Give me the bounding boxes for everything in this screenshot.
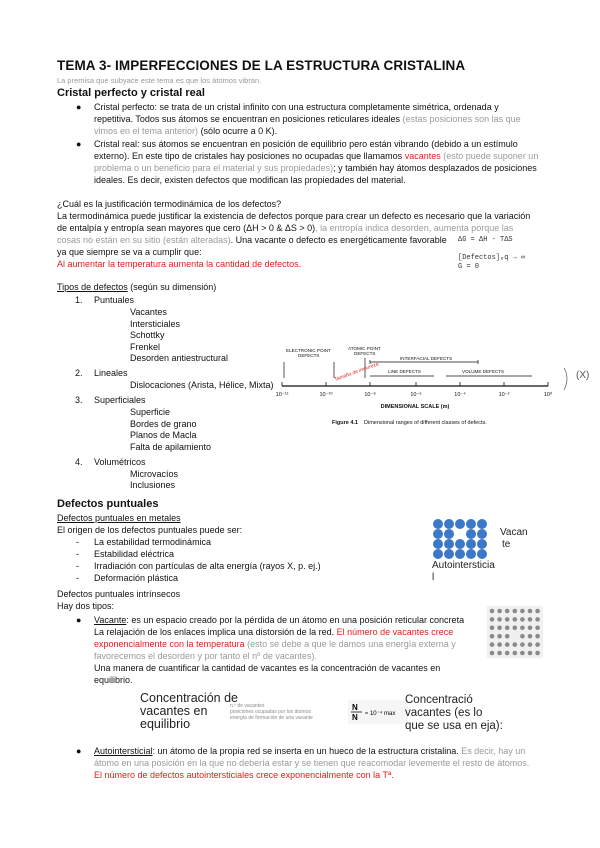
handwritten-note: Tamaño de impureza: [333, 361, 380, 383]
equation-concentration-label: [140, 692, 238, 731]
legend-line: posiciones ocupadas por los átomos: [230, 709, 311, 715]
axis-title: DIMENSIONAL SCALE (m): [380, 404, 450, 410]
defect-scale-figure: [270, 338, 600, 430]
red-statement: Al aumentar la temperatura aumenta la cantidad de defectos.: [57, 259, 302, 269]
lattice-atom: [520, 609, 525, 614]
subheading-metales: Defectos puntuales en metales: [57, 513, 181, 523]
origin-item: La estabilidad termodinámica: [94, 537, 212, 547]
text-line: problema o un beneficio para el material y sus propiedades); y también hay átomos desplazados de posiciones: [94, 163, 537, 173]
lattice-atom: [528, 609, 533, 614]
lattice-background: [487, 606, 543, 658]
label-line: Vacan: [500, 527, 528, 538]
lattice-atom: [490, 626, 495, 631]
type-name: Superficiales: [94, 395, 146, 405]
lattice-atom: [490, 642, 495, 647]
bullet: ●: [76, 746, 82, 756]
origin-item: Deformación plástica: [94, 573, 179, 583]
type-item: Microvacíos: [130, 468, 179, 479]
text-line: átomo en una posición en la que no debería estar y se tienen que reacomodar levemente el resto de átomos.: [94, 758, 530, 768]
text-line: Una manera de cuantificar la cantidad de vacantes es la concentración de vacantes en: [94, 663, 441, 673]
fraction-den: N: [352, 713, 358, 722]
lattice-atom: [444, 519, 454, 529]
handwritten-equations: [458, 236, 525, 272]
text-line: favorecemos el desorden y por tanto el nº de vacantes).: [94, 651, 317, 661]
type-item: Planos de Macla: [130, 430, 197, 440]
type-item: Bordes de grano: [130, 418, 197, 429]
lattice-atom: [505, 634, 510, 639]
subheading-intrinsecos: Defectos puntuales intrínsecos: [57, 589, 181, 599]
lattice-atom: [513, 626, 518, 631]
pencil-curve: [564, 368, 567, 390]
type-name: Puntuales: [94, 295, 135, 305]
origin-item: Irradiación con partículas de alta energía (rayos X, p. ej.): [94, 561, 321, 571]
figure-label-autointersticial: [432, 560, 495, 584]
bullet: ●: [76, 615, 82, 625]
text-line: exponencialmente con la temperatura (esto se debe a que le damos una energía externa y: [94, 639, 456, 649]
lattice-atom: [505, 626, 510, 631]
label-line: vacantes (es lo: [405, 707, 483, 719]
label-electronic: ELECTRONIC POINT: [286, 348, 331, 353]
lattice-atom: [466, 529, 476, 539]
type-item: Desorden antiestructural: [130, 353, 229, 363]
label-volume: VOLUME DEFECTS: [462, 369, 505, 374]
label-line: Concentració: [405, 694, 473, 706]
lattice-atom: [477, 549, 487, 559]
fraction-image: [348, 700, 408, 724]
lattice-atom: [477, 539, 487, 549]
type-number: 3.: [75, 395, 83, 405]
text-line: equilibrio.: [94, 675, 133, 685]
equation-legend: [230, 703, 313, 721]
vacancy-lattice-picture: [487, 606, 543, 658]
text-line: ideales. Es decir, existen defectos que modifican las propiedades del material.: [94, 175, 406, 185]
tick-label: 10⁻¹⁰: [319, 392, 333, 398]
type-number: 1.: [75, 295, 83, 305]
type-item: Vacantes: [130, 307, 167, 317]
lattice-atom: [520, 626, 525, 631]
figure-label-vacante: [500, 527, 528, 551]
lattice-atom: [444, 549, 454, 559]
lattice-atom: [497, 626, 502, 631]
label-line: equilibrio: [140, 717, 191, 731]
legend-line: energía de formación de una vacante: [230, 715, 313, 721]
lattice-atom: [528, 626, 533, 631]
side-note: (X): [576, 370, 590, 381]
lattice-atom: [433, 539, 443, 549]
lattice-atom: [433, 529, 443, 539]
caption-label: Figure 4.1: [332, 420, 358, 426]
lattice-atom: [505, 609, 510, 614]
text-line: Vacante: es un espacio creado por la pérdida de un átomo en una posición reticular concreta: [94, 615, 465, 625]
tick-label: 10⁻¹²: [275, 392, 289, 398]
lattice-atom: [513, 609, 518, 614]
text-line: repetitiva. Todos sus átomos se encuentran en posiciones reticulares ideales (estas posiciones son las que: [94, 114, 521, 124]
dash-bullet: -: [76, 549, 79, 559]
thermo-question: ¿Cuál es la justificación termodinámica de los defectos?: [57, 199, 282, 209]
lattice-atom: [535, 609, 540, 614]
type-item: Dislocaciones (Arista, Hélice, Mixta): [130, 380, 274, 390]
bullet: ●: [76, 102, 82, 112]
lattice-atom: [477, 519, 487, 529]
lattice-atom: [490, 609, 495, 614]
type-number: 2.: [75, 368, 83, 378]
text-line: de entalpía y entropía sean mayores que cero (ΔH > 0 & ΔS > 0), la entropía indica desorden, aumenta porque las: [57, 223, 514, 233]
equation-line: ΔG = ΔH - TΔS: [458, 236, 513, 244]
lattice-atom: [497, 609, 502, 614]
lattice-atom: [505, 617, 510, 622]
text-line: El número de defectos autointersticiales crece exponencialmente con la Tª.: [94, 770, 394, 780]
subtitle: La premisa que subyace este tema es que los átomos vibran.: [57, 76, 262, 85]
text-line: cosas no están en su sitio (están alteradas). Una vacante o defecto es energéticamente favorable: [57, 235, 447, 245]
types-heading: Tipos de defectos (según su dimensión): [57, 282, 217, 292]
lattice-atom: [535, 651, 540, 656]
lattice-atom: [444, 539, 454, 549]
text-line: Cristal real: sus átomos se encuentran en posición de equilibrio pero están vibrando (debido a un estímulo: [94, 139, 518, 149]
label-line: te: [502, 539, 511, 550]
fraction-num: N: [352, 703, 358, 712]
lattice-atom: [528, 651, 533, 656]
text-line: Autointersticial: un átomo de la propia red se inserta en un hueco de la estructura cristalina. Es decir, hay un: [94, 746, 526, 756]
label-line: vacantes en: [140, 704, 208, 718]
lattice-atom: [513, 617, 518, 622]
lattice-vacancy-picture: [432, 518, 494, 566]
tick-label: 10⁻⁸: [364, 392, 376, 398]
lattice-atom: [497, 617, 502, 622]
bullet: ●: [76, 139, 82, 149]
lattice-atom: [497, 651, 502, 656]
lattice-atom: [455, 549, 465, 559]
type-name: Lineales: [94, 368, 128, 378]
lattice-atom: [505, 651, 510, 656]
lattice-atom: [490, 651, 495, 656]
lattice-atom: [535, 617, 540, 622]
caption-text: Dimensional ranges of different classes of defects.: [364, 420, 487, 426]
text-line: Hay dos tipos:: [57, 601, 115, 611]
lattice-atom: [466, 519, 476, 529]
legend-line: n.º de vacantes: [230, 703, 265, 709]
label-line: LINE DEFECTS: [388, 369, 421, 374]
lattice-atom: [466, 549, 476, 559]
page-title: TEMA 3- IMPERFECCIONES DE LA ESTRUCTURA CRISTALINA: [57, 58, 466, 73]
section-heading-cristal: Cristal perfecto y cristal real: [57, 87, 205, 99]
type-name: Volumétricos: [94, 456, 146, 467]
type-item: Falta de apilamiento: [130, 441, 212, 452]
dash-bullet: -: [76, 561, 79, 571]
lattice-atom: [497, 642, 502, 647]
section-heading-puntuales: Defectos puntuales: [57, 498, 159, 510]
lattice-atom: [535, 634, 540, 639]
dash-bullet: -: [76, 573, 79, 583]
label-line: l: [432, 572, 435, 583]
origin-item: Estabilidad eléctrica: [94, 549, 175, 559]
lattice-atom: [497, 634, 502, 639]
lattice-atom: [520, 617, 525, 622]
lattice-atom: [520, 634, 525, 639]
lattice-atom: [490, 617, 495, 622]
lattice-atom: [520, 651, 525, 656]
label-atomic: ATOMIC POINT: [348, 346, 381, 351]
lattice-atom: [455, 539, 465, 549]
lattice-atom: [513, 642, 518, 647]
text-line: ya que siempre se va a cumplir que:: [57, 247, 202, 257]
label-interfacial: INTERFACIAL DEFECTS: [400, 356, 453, 361]
lattice-atom: [528, 634, 533, 639]
tick-label: 10⁻²: [498, 392, 510, 398]
lattice-atom: [513, 651, 518, 656]
lattice-atom: [505, 642, 510, 647]
type-item: Schottky: [130, 330, 165, 340]
lattice-atom: [433, 549, 443, 559]
equation-line: G = 0: [458, 263, 480, 271]
tick-label: 10⁻⁴: [454, 392, 466, 398]
type-number: 4.: [75, 456, 83, 467]
dash-bullet: -: [76, 537, 79, 547]
lattice-atom: [433, 519, 443, 529]
equation-concentration-label-b: [405, 694, 503, 733]
lattice-atom: [455, 519, 465, 529]
text-line: Cristal perfecto: se trata de un cristal infinito con una estructura completamente simétrica, ordenada y: [94, 102, 499, 112]
lattice-atom: [535, 642, 540, 647]
lattice-atom: [528, 642, 533, 647]
type-item: Frenkel: [130, 341, 161, 352]
tick-label: 10⁰: [543, 392, 553, 398]
lattice-atom: [444, 529, 454, 539]
equation-line: [Defectos]ₑq → ∞: [458, 254, 526, 262]
text-line: La termodinámica puede justificar la existencia de defectos porque para crear un defecto es necesario que la variación: [57, 211, 531, 221]
text-line: La relajación de los enlaces implica una distorsión de la red. El número de vacantes crece: [94, 627, 454, 637]
label-line: Autointersticia: [432, 560, 495, 571]
text-line: El origen de los defectos puntuales puede ser:: [57, 525, 243, 535]
type-item: Intersticiales: [130, 318, 181, 329]
label-line: Concentración de: [140, 691, 238, 705]
lattice-atom: [477, 529, 487, 539]
lattice-atom: [490, 634, 495, 639]
label-line: que se usa en eja):: [405, 720, 503, 732]
type-item: Superficie: [130, 407, 171, 417]
lattice-atom: [520, 642, 525, 647]
lattice-atom: [535, 626, 540, 631]
lattice-atom: [528, 617, 533, 622]
tick-label: 10⁻⁶: [410, 392, 422, 398]
label-electronic-2: DEFECTS: [298, 353, 320, 358]
label-atomic-2: DEFECTS: [354, 351, 376, 356]
type-item: Inclusiones: [130, 480, 176, 490]
fraction-value: ≈ 10⁻⁴ max: [365, 711, 396, 717]
text-line: vimos en el tema anterior) (sólo ocurre a 0 K).: [94, 126, 278, 136]
lattice-atom: [466, 539, 476, 549]
text-line: externo). En este tipo de cristales hay posiciones no ocupadas que llamamos vacantes (esto puede suponer un: [94, 151, 539, 161]
